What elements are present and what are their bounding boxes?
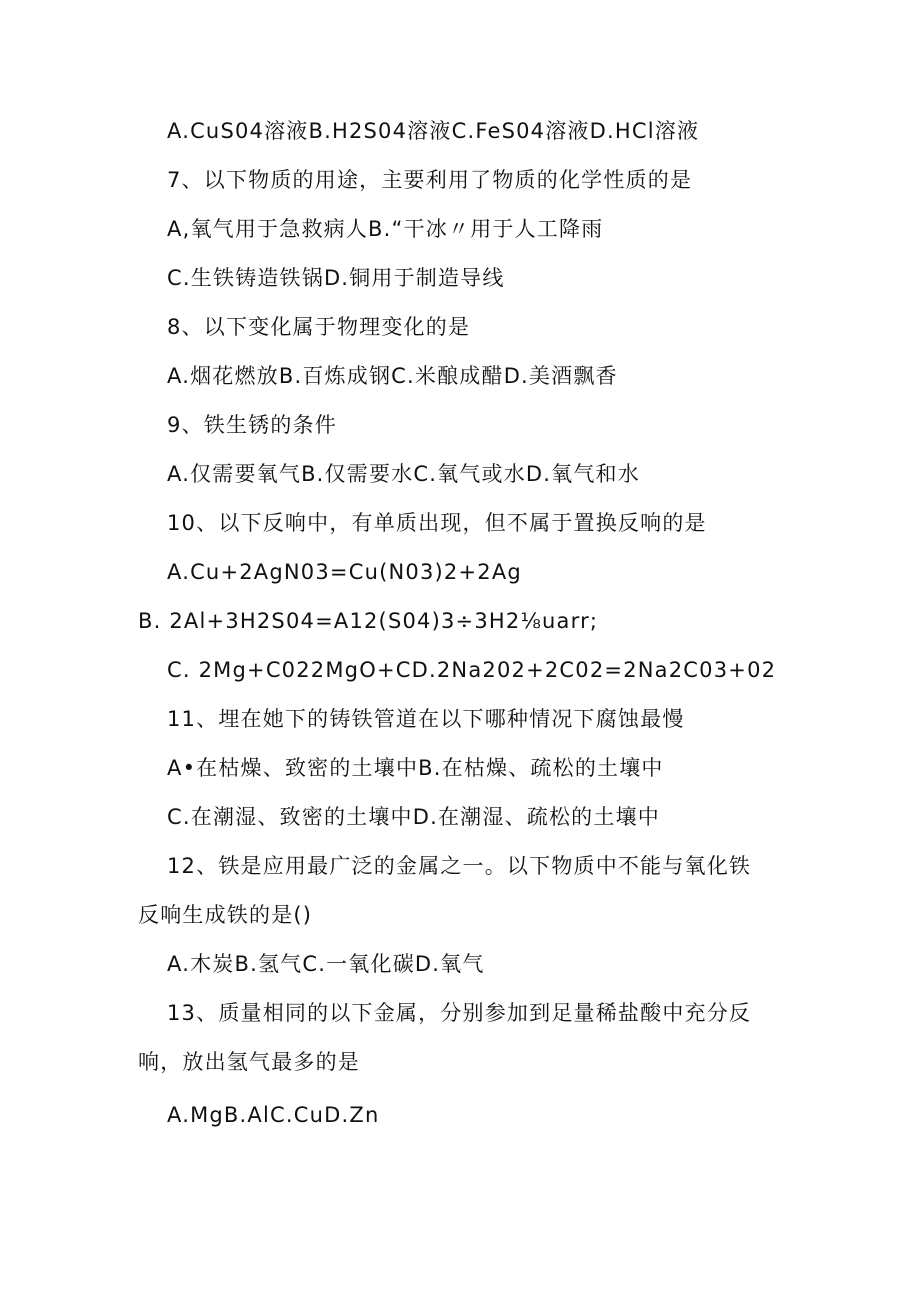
q9-options: A.仅需要氧气B.仅需要水C.氧气或水D.氧气和水 bbox=[167, 462, 640, 486]
q8-stem: 8、以下变化属于物理变化的是 bbox=[167, 315, 471, 339]
q12-stem-line2: 反响生成铁的是() bbox=[138, 903, 313, 927]
q8-options: A.烟花燃放B.百炼成钢C.米酿成醋D.美酒飘香 bbox=[167, 364, 618, 388]
q13-options: A.MgB.AlC.CuD.Zn bbox=[167, 1103, 380, 1127]
q11-options-cd: C.在潮湿、致密的土壤中D.在潮湿、疏松的土壤中 bbox=[167, 805, 660, 829]
q10-option-a: A.Cu+2AgN03=Cu(N03)2+2Ag bbox=[167, 560, 522, 584]
q6-options: A.CuS04溶液B.H2S04溶液C.FeS04溶液D.HCl溶液 bbox=[167, 119, 700, 143]
q13-stem-line2: 响，放出氢气最多的是 bbox=[138, 1050, 360, 1074]
q7-options-ab: A,氧气用于急救病人B.“干冰〃用于人工降雨 bbox=[167, 217, 604, 241]
q13-stem-line1: 13、质量相同的以下金属，分别参加到足量稀盐酸中充分反 bbox=[167, 1001, 752, 1025]
q12-options: A.木炭B.氢气C.一氧化碳D.氧气 bbox=[167, 952, 485, 976]
q9-stem: 9、铁生锈的条件 bbox=[167, 413, 337, 437]
q10-stem: 10、以下反响中，有单质出现，但不属于置换反响的是 bbox=[167, 511, 707, 535]
q12-stem-line1: 12、铁是应用最广泛的金属之一。以下物质中不能与氧化铁 bbox=[167, 854, 752, 878]
q10-option-b: B. 2Al+3H2S04=A12(S04)3÷3H2⅛uarr; bbox=[138, 609, 599, 633]
q10-options-cd: C. 2Mg+C022MgO+CD.2Na202+2C02=2Na2C03+02 bbox=[167, 658, 777, 682]
q11-stem: 11、埋在她下的铸铁管道在以下哪种情况下腐蚀最慢 bbox=[167, 707, 685, 731]
q7-stem: 7、以下物质的用途，主要利用了物质的化学性质的是 bbox=[167, 168, 693, 192]
q7-options-cd: C.生铁铸造铁锅D.铜用于制造导线 bbox=[167, 266, 505, 290]
q11-options-ab: A•在枯燥、致密的土壤中B.在枯燥、疏松的土壤中 bbox=[167, 756, 664, 780]
